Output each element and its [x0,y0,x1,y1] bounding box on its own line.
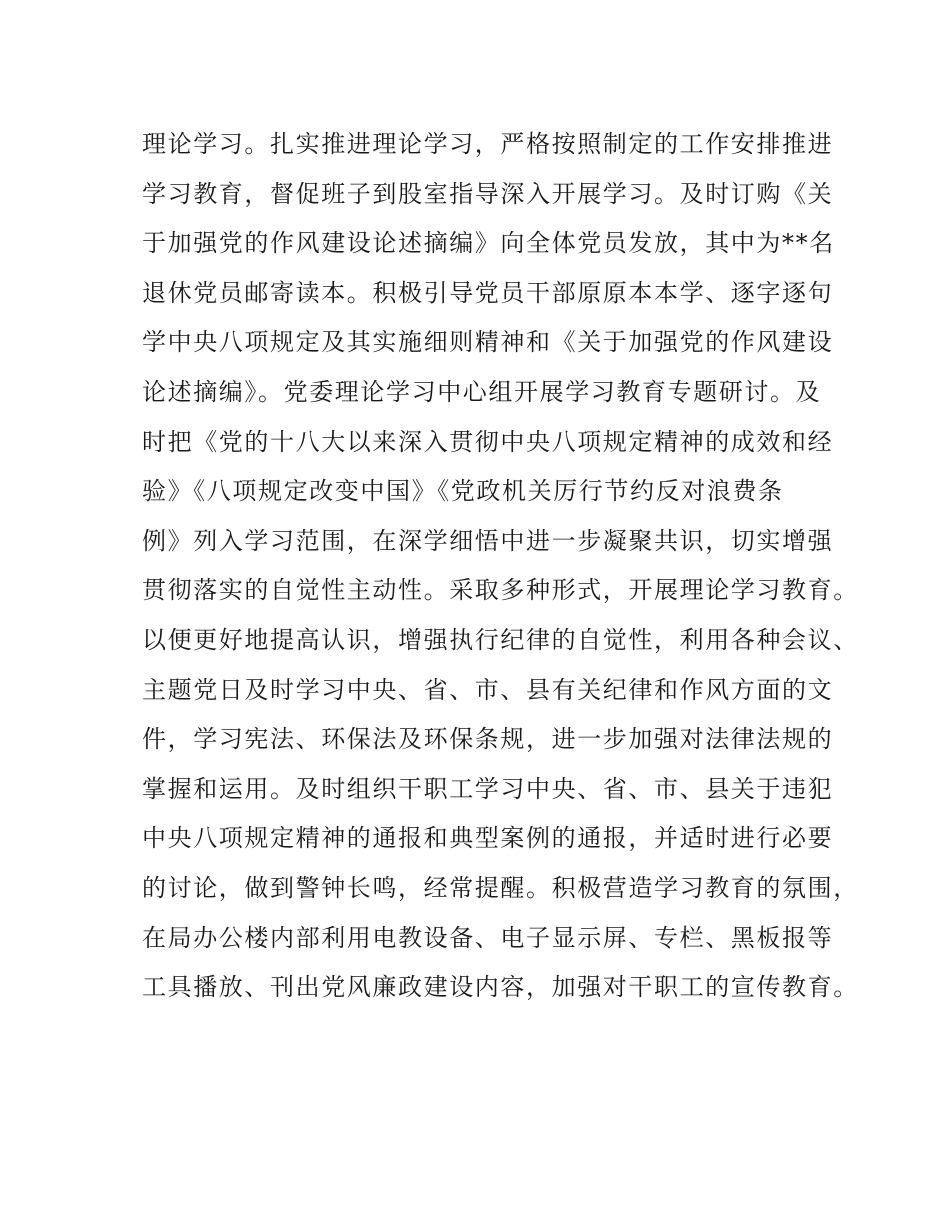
text-line-5: 学中央八项规定及其实施细则精神和《关于加强党的作风建设 [142,328,834,357]
text-line-11: 以便更好地提高认识，增强执行纪律的自觉性，利用各种会议、 [142,625,859,654]
text-line-17: 在局办公楼内部利用电教设备、电子显示屏、专栏、黑板报等 [142,923,834,952]
text-line-9: 例》列入学习范围，在深学细悟中进一步凝聚共识，切实增强 [142,526,834,555]
text-line-12: 主题党日及时学习中央、省、市、县有关纪律和作风方面的文 [142,675,834,704]
text-line-1: 理论学习。扎实推进理论学习，严格按照制定的工作安排推进 [142,130,834,158]
text-line-13: 件，学习宪法、环保法及环保条规，进一步加强对法律法规的 [142,725,834,754]
text-line-4: 退休党员邮寄读本。积极引导党员干部原原本本学、逐字逐句 [142,278,834,307]
text-line-6: 论述摘编》。党委理论学习中心组开展学习教育专题研讨。及 [142,377,822,406]
text-line-18: 工具播放、刊出党风廉政建设内容，加强对干职工的宣传教育。 [142,973,859,1002]
body-paragraph [142,120,859,1013]
text-line-2: 学习教育，督促班子到股室指导深入开展学习。及时订购《关 [142,179,834,208]
text-line-16: 的讨论，做到警钟长鸣，经常提醒。积极营造学习教育的氛围， [142,873,859,902]
text-line-3: 于加强党的作风建设论述摘编》向全体党员发放，其中为**名 [142,229,835,258]
text-line-15: 中央八项规定精神的通报和典型案例的通报，并适时进行必要 [142,824,834,853]
text-line-7: 时把《党的十八大以来深入贯彻中央八项规定精神的成效和经 [142,427,834,456]
text-line-14: 掌握和运用。及时组织干职工学习中央、省、市、县关于违犯 [142,774,834,803]
text-line-10: 贯彻落实的自觉性主动性。采取多种形式，开展理论学习教育。 [142,576,859,605]
text-line-8: 验》《八项规定改变中国》《党政机关厉行节约反对浪费条 [142,477,784,506]
